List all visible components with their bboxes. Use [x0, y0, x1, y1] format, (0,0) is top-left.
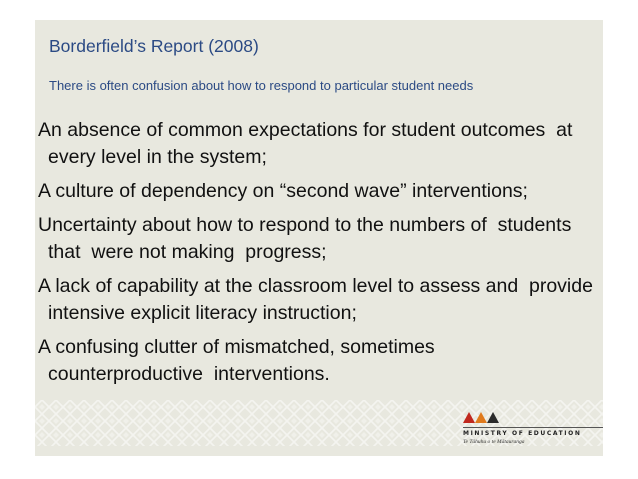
logo-maori-name: Te Tāhuhu o te Mātauranga	[463, 439, 525, 445]
bullet-text: A culture of dependency on “second wave” interventions;	[38, 180, 528, 202]
bullet-text: An absence of common expectations for student outcomes at every level in the system;	[38, 119, 578, 168]
bullet-text: Uncertainty about how to respond to the numbers of students that were not making progress;	[38, 214, 577, 263]
bullet-text: A lack of capability at the classroom level to assess and provide intensive explicit literacy instruction;	[38, 275, 604, 324]
bullet-item	[38, 117, 598, 171]
bullet-list	[38, 117, 604, 395]
bullet-text: A confusing clutter of mismatched, sometimes counterproductive interventions.	[38, 336, 446, 385]
slide-subtitle: There is often confusion about how to respond to particular student needs	[49, 78, 474, 93]
bullet-item	[38, 178, 598, 205]
ministry-logo	[463, 410, 603, 454]
logo-rule	[463, 427, 603, 428]
bullet-item	[38, 273, 604, 327]
logo-name: MINISTRY OF EDUCATION	[463, 430, 582, 437]
bullet-item	[38, 212, 598, 266]
slide-title: Borderfield’s Report (2008)	[49, 36, 259, 56]
bullet-item	[38, 334, 598, 388]
triangles-icon	[463, 410, 503, 424]
